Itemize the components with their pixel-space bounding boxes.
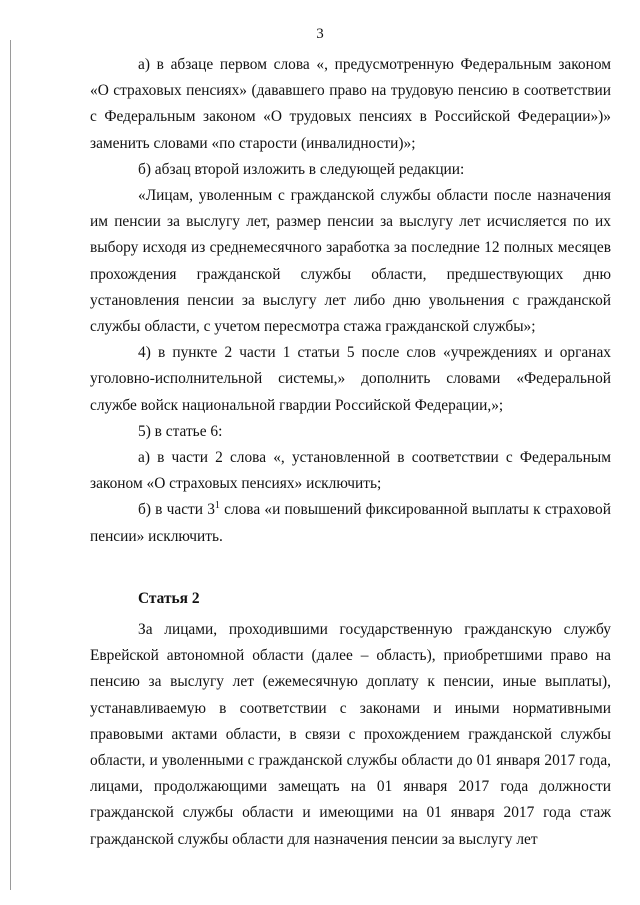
paragraph-new-wording: «Лицам, уволенным с гражданской службы области после назначения им пенсии за выслугу лет, размер пенсии за выслугу лет исчисляется по их выбору исходя из среднемесячного заработка за последние 12 полных месяцев прохождения гражданской службы области, предшествующих дню установления пенсии за выслугу лет либо дню увольнения с гражданской службы области, с учетом пересмотра стажа гражданской службы»; <box>90 187 611 336</box>
paragraph-amendment-b: б) абзац второй изложить в следующей редакции: <box>138 160 465 178</box>
paragraph-amendment-a: а) в абзаце первом слова «, предусмотренную Федеральным законом «О страховых пенсиях» (дававшего право на трудовую пенсию в соответствии с Федеральным законом «О трудовых пенсиях в Российской Федерации»)» заменить словами «по старости (инвалидности)»; <box>90 56 611 152</box>
part-reference: б) в части 3 <box>138 501 215 519</box>
part-superscript: 1 <box>214 500 220 512</box>
article-2-heading: Статья 2 <box>138 589 200 607</box>
section-spacer <box>90 550 611 586</box>
part-text: слова «и повышений фиксированной выплаты к страховой пенсии» исключить. <box>90 501 611 545</box>
paragraph-item-4: 4) в пункте 2 части 1 статьи 5 после слов «учреждениях и органах уголовно-исполнительной системы,» дополнить словами «Федеральной службе войск национальной гвардии Российской Федерации,»; <box>90 344 611 414</box>
scan-edge-line <box>10 40 11 890</box>
paragraph-item-5: 5) в статье 6: <box>138 422 223 440</box>
page-number: 3 <box>316 26 324 42</box>
article-2-text: За лицами, проходившими государственную гражданскую службу Еврейской автономной области (далее – область), приобретшими право на пенсию за выслугу лет (ежемесячную доплату к пенсии, иные выплаты), устанавливаемую в соответствии с законами и иными нормативными правовыми актами области, в связи с прохождением гражданской службы области, и уволенными с гражданской службы области до 01 января 2017 года, лицами, продолжающими замещать на 01 января 2017 года должности гражданской службы области и имеющими на 01 января 2017 года стаж гражданской службы области для назначения пенсии за выслугу лет <box>90 621 611 848</box>
paragraph-item-5b <box>90 497 611 549</box>
paragraph-item-5a: а) в части 2 слова «, установленной в соответствии с Федеральным законом «О страховых пенсиях» исключить; <box>90 449 611 493</box>
document-body <box>90 52 611 853</box>
